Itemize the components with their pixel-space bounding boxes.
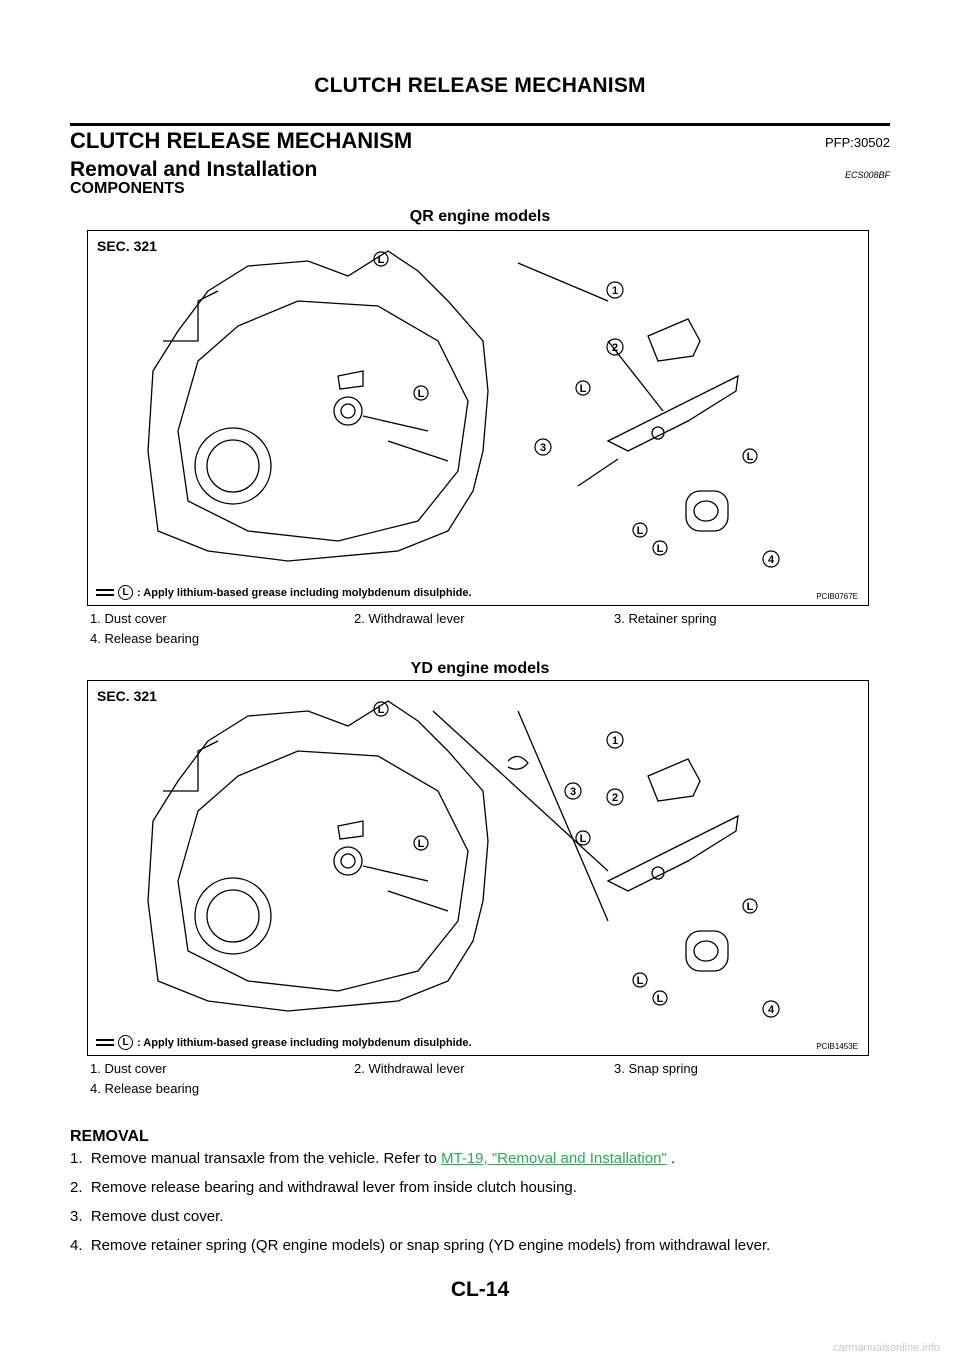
subsection-title: Removal and Installation [70,158,318,181]
pfp-code: PFP:30502 [824,135,890,150]
grease-mark: L [636,975,644,987]
figure-legend [96,585,472,600]
components-heading: COMPONENTS [70,180,185,197]
callout-2: 2 [611,342,619,354]
removal-steps [70,1150,890,1266]
watermark: carmanualsonline.info [832,1342,940,1354]
figure-caption-yd: YD engine models [410,660,550,677]
removal-step: 4. Remove retainer spring (QR engine models) or snap spring (YD engine models) from withdrawal lever. [70,1237,771,1254]
figure-caption-qr: QR engine models [409,208,551,225]
subsection-code: ECS008BF [844,170,890,180]
part-item: 1. Dust cover [90,611,167,626]
part-item: 1. Dust cover [90,1061,167,1076]
page-number: CL-14 [450,1278,510,1301]
figure-yd [87,680,869,1056]
part-item: 3. Snap spring [614,1061,698,1076]
grease-mark: L [417,388,425,400]
callout-4: 4 [767,554,775,566]
running-head: CLUTCH RELEASE MECHANISM [314,74,646,97]
removal-step: 1. Remove manual transaxle from the vehicle. Refer to MT-19, "Removal and Installation" . [70,1150,676,1167]
figure-sec-label: SEC. 321 [97,688,157,704]
figure-sec-label: SEC. 321 [97,238,157,254]
grease-mark: L [579,833,587,845]
figure-code: PCIB1453E [816,1042,858,1051]
figure-legend [96,1035,472,1050]
callout-2: 2 [611,792,619,804]
callout-3: 3 [569,786,577,798]
part-item: 3. Retainer spring [614,611,717,626]
grease-icon [96,1038,114,1047]
figure-qr [87,230,869,606]
legend-text: : Apply lithium-based grease including molybdenum disulphide. [137,586,472,599]
part-item: 4. Release bearing [90,631,200,646]
part-item: 4. Release bearing [90,1081,200,1096]
grease-mark: L [746,901,754,913]
part-item: 2. Withdrawal lever [354,611,465,626]
removal-step: 3. Remove dust cover. [70,1208,224,1225]
callout-1: 1 [611,735,619,747]
grease-icon [96,588,114,597]
transaxle-illustration [88,681,868,1055]
grease-mark: L [377,704,385,716]
part-item: 2. Withdrawal lever [354,1061,465,1076]
removal-heading: REMOVAL [70,1128,149,1145]
grease-mark: L [377,254,385,266]
section-title: CLUTCH RELEASE MECHANISM [70,128,413,153]
callout-1: 1 [611,285,619,297]
grease-mark: L [656,993,664,1005]
callout-3: 3 [539,442,547,454]
grease-mark: L [579,383,587,395]
grease-mark: L [636,525,644,537]
legend-text: : Apply lithium-based grease including molybdenum disulphide. [137,1036,472,1049]
grease-mark: L [118,1035,133,1050]
grease-mark: L [417,838,425,850]
header-rule [70,123,890,126]
reference-link[interactable]: MT-19, "Removal and Installation" [441,1150,667,1167]
removal-step: 2. Remove release bearing and withdrawal lever from inside clutch housing. [70,1179,577,1196]
grease-mark: L [118,585,133,600]
callout-4: 4 [767,1004,775,1016]
grease-mark: L [656,543,664,555]
figure-code: PCIB0767E [816,592,858,601]
transaxle-illustration [88,231,868,605]
grease-mark: L [746,451,754,463]
